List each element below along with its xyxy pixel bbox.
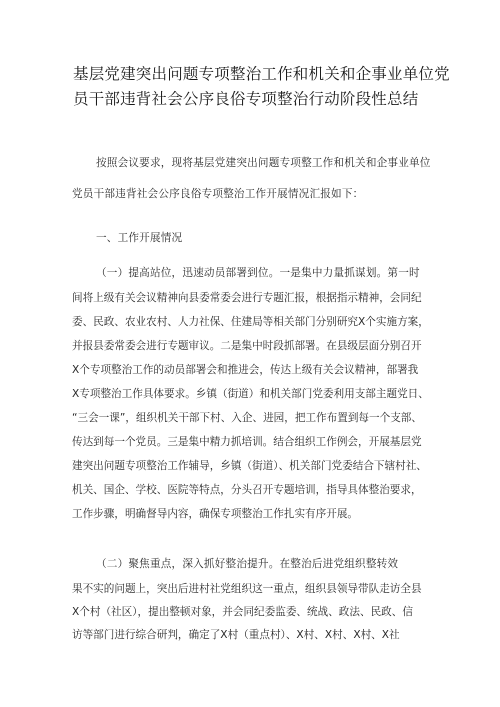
paragraph-line: 并报县委常委会进行专题审议。二是集中时段抓部署。在县级层面分别召开 [72,340,422,352]
intro-line: 党员干部违背社会公序良俗专项整治工作开展情况汇报如下： [72,188,364,200]
paragraph-line: “三会一课”，组织机关干部下村、入企、进园，把工作布置到每一个支部、 [72,412,422,424]
paragraph-line: 机关、国企、学校、医院等特点，分头召开专题培训，指导具体整治要求， [72,484,422,496]
paragraph-line: （二）聚焦重点，深入抓好整治提升。在整治后进党组织整转效 [96,558,399,570]
title-line: 基层党建突出问题专项整治工作和机关和企事业单位党 [73,65,450,83]
paragraph-line: X个专项整治工作的动员部署会和推进会，传达上级有关会议精神，部署我 [72,364,419,376]
paragraph-line: X个村（社区），提出整顿对象，并会同纪委监委、统战、政法、民政、信 [72,606,413,618]
title-line: 员干部违背社会公序良俗专项整治行动阶段性总结 [73,90,419,108]
paragraph-line: 访等部门进行综合研判，确定了X村（重点村）、X村、X村、X村、X社 [72,629,400,641]
paragraph-line: 建突出问题专项整治工作辅导，乡镇（街道）、机关部门党委结合下辖村社、 [72,460,427,472]
paragraph-line: 委、民政、农业农村、人力社保、住建局等相关部门分别研究X个实施方案， [72,316,429,328]
section-heading: 一、工作开展情况 [96,232,183,244]
paragraph-line: 传达到每一个党员。三是集中精力抓培训。结合组织工作例会，开展基层党 [72,436,422,448]
document-title [73,62,450,112]
intro-line: 按照会议要求，现将基层党建突出问题专项整工作和机关和企事业单位 [96,157,431,169]
paragraph-line: X专项整治工作具体要求。乡镇（街道）和机关部门党委利用支部主题党日、 [72,388,429,400]
paragraph-line: 间将上级有关会议精神向县委常委会进行专题汇报，根据指示精神，会同纪 [72,292,422,304]
paragraph-line: 果不实的问题上，突出后进村社党组织这一重点，组织县领导带队走访全县 [72,583,422,595]
paragraph-line: （一）提高站位，迅速动员部署到位。一是集中力量抓谋划。第一时 [96,267,420,279]
paragraph-line: 工作步骤，明确督导内容，确保专项整治工作扎实有序开展。 [72,508,359,520]
